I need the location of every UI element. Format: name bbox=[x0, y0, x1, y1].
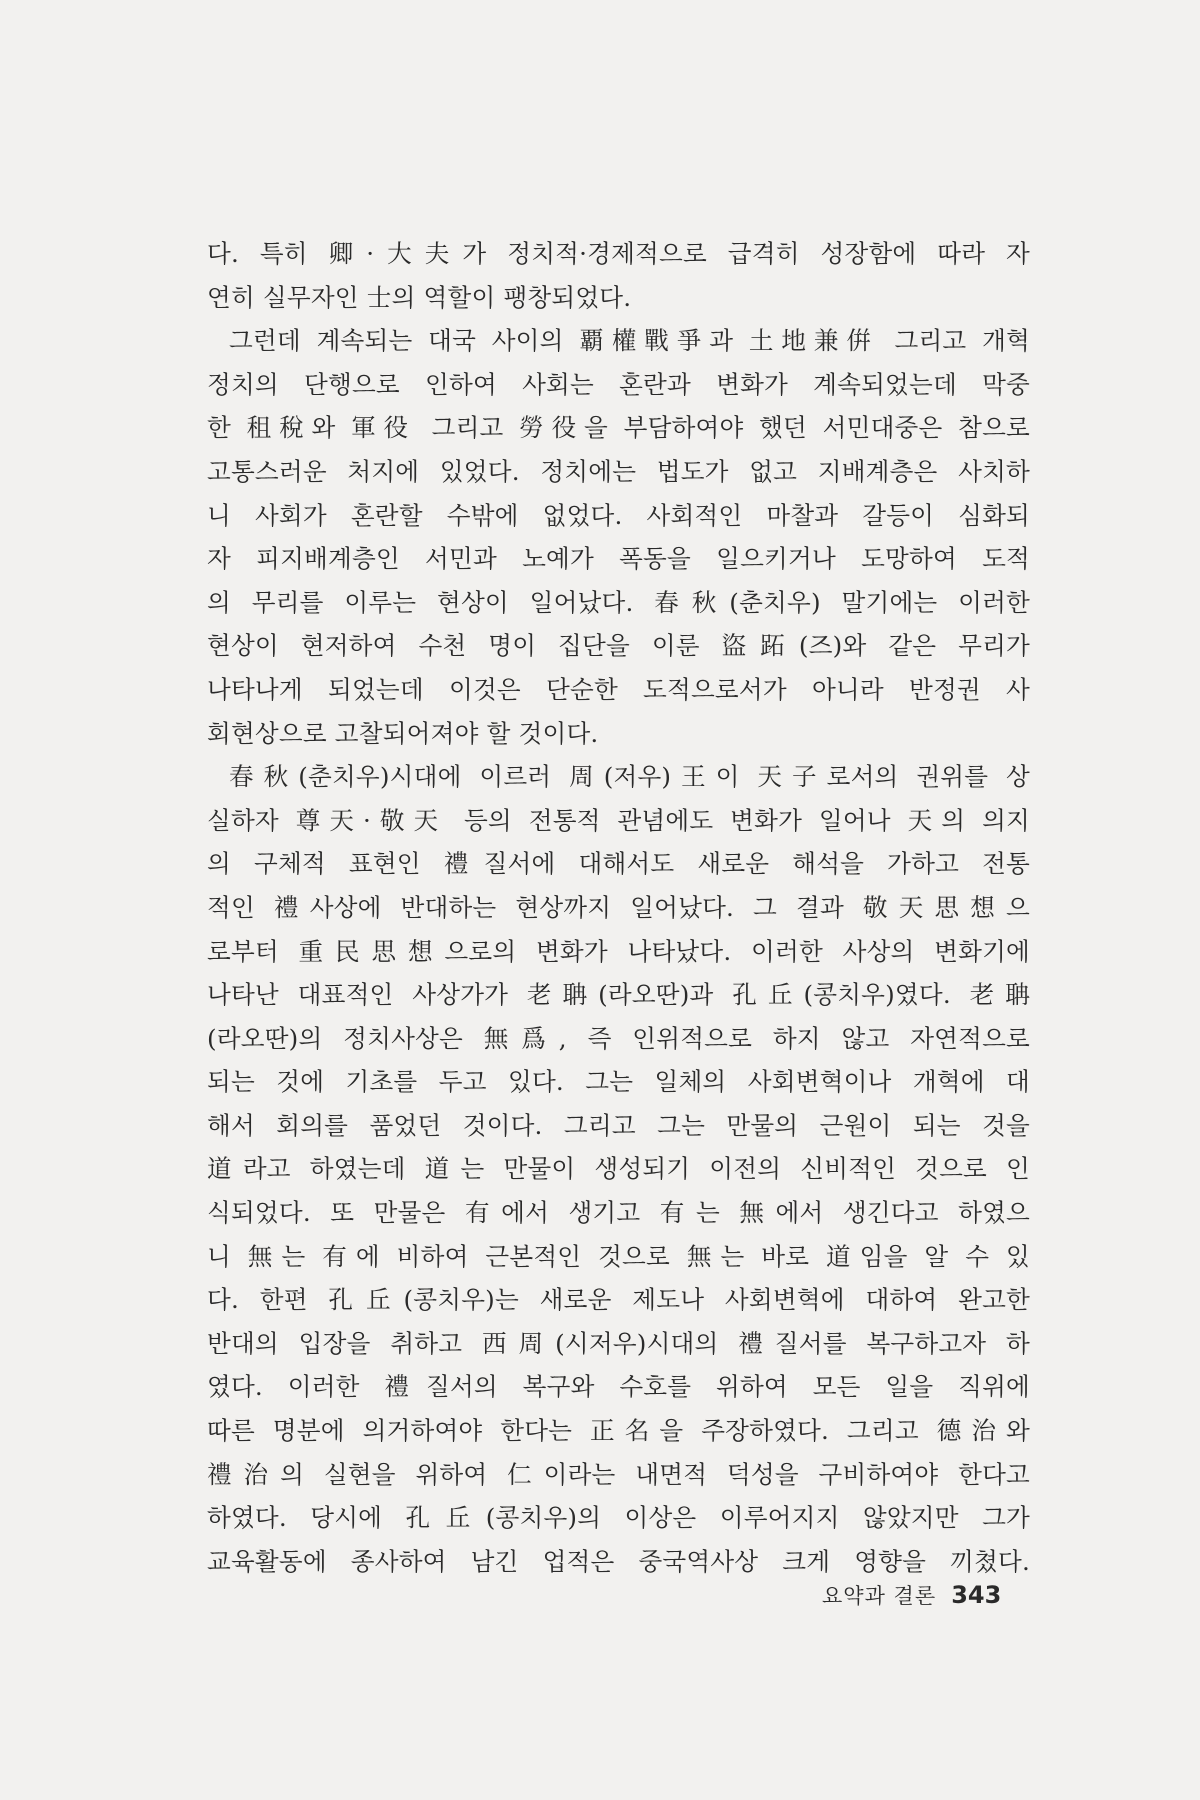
text-line: 의 무리를 이루는 현상이 일어났다. 春秋(춘치우) 말기에는 이러한 bbox=[207, 587, 1030, 617]
text-line: (라오딴)의 정치사상은 無爲, 즉 인위적으로 하지 않고 자연적으로 bbox=[207, 1023, 1030, 1053]
text-line: 해서 회의를 품었던 것이다. 그리고 그는 만물의 근원이 되는 것을 bbox=[207, 1110, 1030, 1140]
text-line: 현상이 현저하여 수천 명이 집단을 이룬 盜跖(즈)와 같은 무리가 bbox=[207, 631, 1030, 661]
text-line: 그런데 계속되는 대국 사이의 覇權戰爭과 土地兼倂 그리고 개혁 bbox=[229, 326, 1030, 356]
text-line: 따른 명분에 의거하여야 한다는 正名을 주장하였다. 그리고 德治와 bbox=[207, 1416, 1030, 1446]
text-line: 道라고 하였는데 道는 만물이 생성되기 이전의 신비적인 것으로 인 bbox=[207, 1154, 1030, 1184]
text-line: 정치의 단행으로 인하여 사회는 혼란과 변화가 계속되었는데 막중 bbox=[207, 369, 1030, 399]
text-line: 로부터 重民思想으로의 변화가 나타났다. 이러한 사상의 변화기에 bbox=[207, 936, 1030, 966]
text-line: 니 無는 有에 비하여 근본적인 것으로 無는 바로 道임을 알 수 있 bbox=[207, 1241, 1030, 1271]
text-line: 한 租稅와 軍役 그리고 勞役을 부담하여야 했던 서민대중은 참으로 bbox=[207, 413, 1030, 443]
text-line: 자 피지배계층인 서민과 노예가 폭동을 일으키거나 도망하여 도적 bbox=[207, 544, 1030, 574]
text-line: 였다. 이러한 禮질서의 복구와 수호를 위하여 모든 일을 직위에 bbox=[207, 1372, 1030, 1402]
text-line: 의 구체적 표현인 禮질서에 대해서도 새로운 해석을 가하고 전통 bbox=[207, 849, 1030, 879]
text-line: 다. 한편 孔丘(콩치우)는 새로운 제도나 사회변혁에 대하여 완고한 bbox=[207, 1285, 1030, 1315]
text-line: 하였다. 당시에 孔丘(콩치우)의 이상은 이루어지지 않았지만 그가 bbox=[207, 1503, 1030, 1533]
text-line: 나타난 대표적인 사상가가 老聃(라오딴)과 孔丘(콩치우)였다. 老聃 bbox=[207, 980, 1030, 1010]
text-line: 나타나게 되었는데 이것은 단순한 도적으로서가 아니라 반정권 사 bbox=[207, 674, 1030, 704]
text-line: 식되었다. 또 만물은 有에서 생기고 有는 無에서 생긴다고 하였으 bbox=[207, 1198, 1030, 1228]
text-line: 반대의 입장을 취하고 西周(시저우)시대의 禮질서를 복구하고자 하 bbox=[207, 1328, 1030, 1358]
text-line: 春秋(춘치우)시대에 이르러 周(저우)王이 天子로서의 권위를 상 bbox=[229, 762, 1030, 792]
page-footer bbox=[822, 1580, 1032, 1610]
text-line: 적인 禮사상에 반대하는 현상까지 일어났다. 그 결과 敬天思想으 bbox=[207, 892, 1030, 922]
text-line: 실하자 尊天·敬天 등의 전통적 관념에도 변화가 일어나 天의 의지 bbox=[207, 805, 1030, 835]
text-line: 연히 실무자인 士의 역할이 팽창되었다. bbox=[207, 282, 632, 312]
text-line: 되는 것에 기초를 두고 있다. 그는 일체의 사회변혁이나 개혁에 대 bbox=[207, 1067, 1030, 1097]
text-line: 니 사회가 혼란할 수밖에 없었다. 사회적인 마찰과 갈등이 심화되 bbox=[207, 500, 1030, 530]
text-line: 다. 특히 卿·大夫가 정치적·경제적으로 급격히 성장함에 따라 자 bbox=[207, 239, 1030, 268]
text-line: 교육활동에 종사하여 남긴 업적은 중국역사상 크게 영향을 끼쳤다. bbox=[207, 1546, 1030, 1576]
text-line: 고통스러운 처지에 있었다. 정치에는 법도가 없고 지배계층은 사치하 bbox=[207, 456, 1030, 486]
text-line: 회현상으로 고찰되어져야 할 것이다. bbox=[207, 718, 599, 748]
text-line: 禮治의 실현을 위하여 仁이라는 내면적 덕성을 구비하여야 한다고 bbox=[207, 1459, 1030, 1489]
body-text bbox=[207, 232, 1030, 1583]
section-title: 요약과 결론 bbox=[822, 1584, 937, 1608]
page-number: 343 bbox=[951, 1581, 1002, 1609]
